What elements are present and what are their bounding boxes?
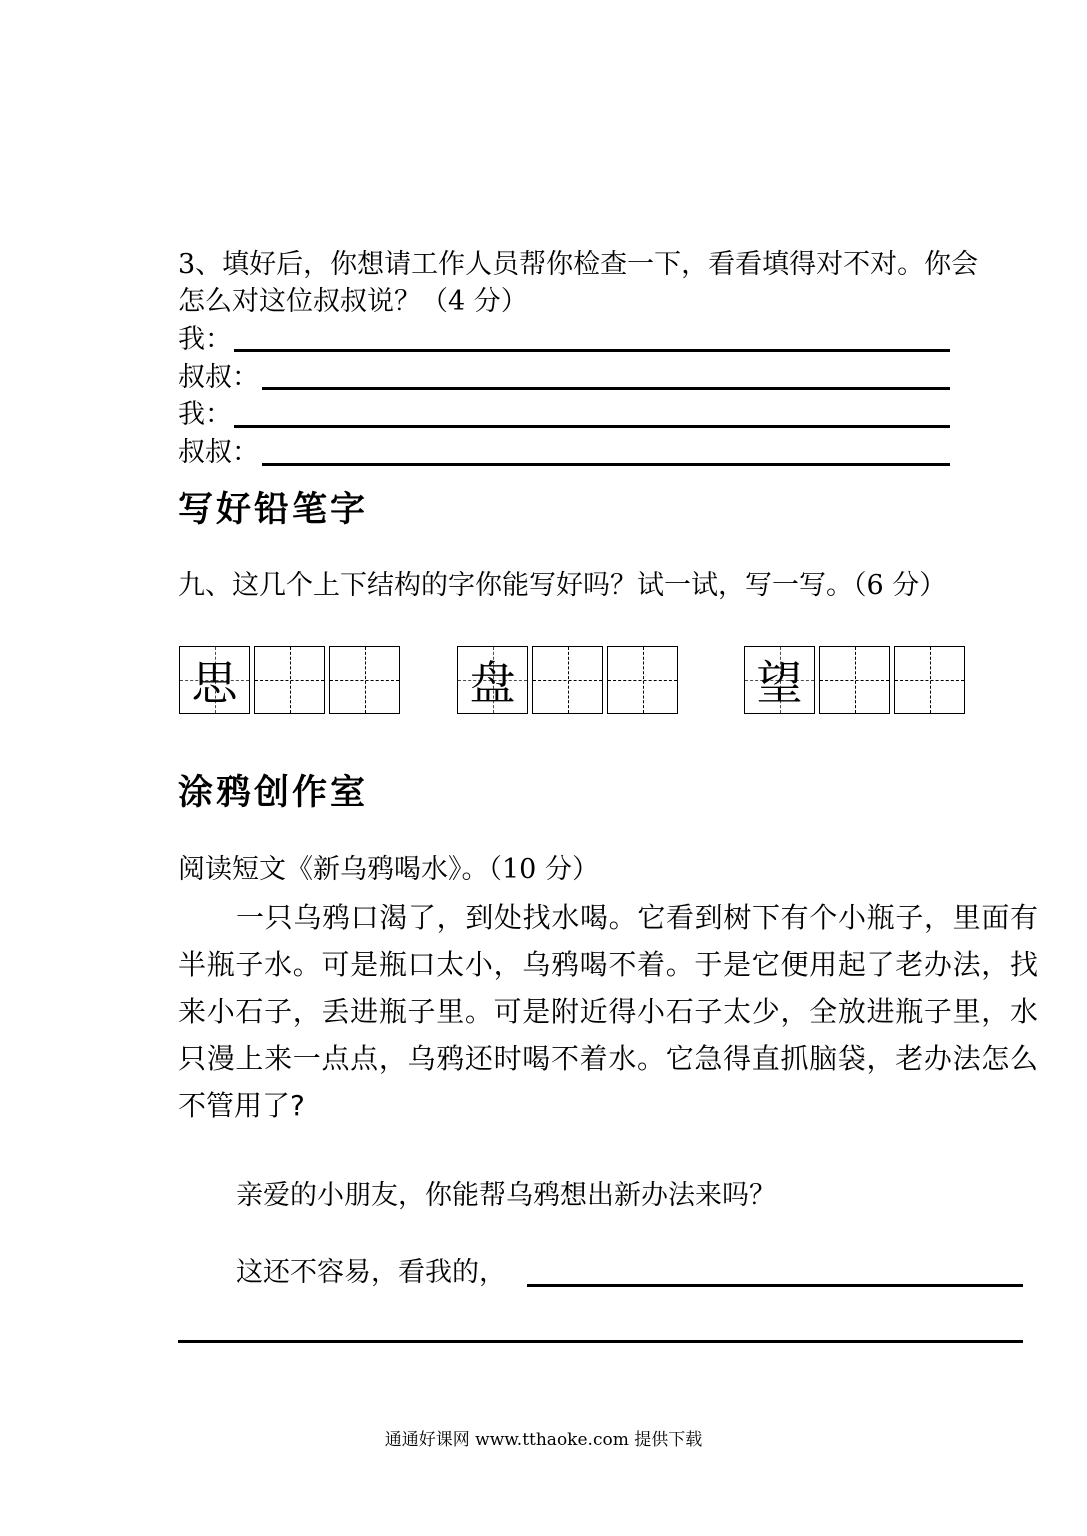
prompt-text: 亲爱的小朋友，你能帮乌鸦想出新办法来吗？ (236, 1180, 776, 1211)
practice-cell[interactable] (254, 646, 325, 714)
answer-line-3[interactable] (234, 425, 950, 428)
practice-cell[interactable] (329, 646, 400, 714)
model-character: 盘 (469, 656, 516, 710)
grid-group-2 (457, 646, 678, 714)
grid-group-1 (179, 646, 400, 714)
practice-cell[interactable] (894, 646, 965, 714)
q3-line2: 怎么对这位叔叔说？（4 分） (178, 286, 528, 317)
section-title-doodle: 涂鸦创作室 (178, 773, 369, 813)
practice-cell[interactable] (532, 646, 603, 714)
dialogue-speaker-3: 我： (178, 399, 232, 430)
grid-group-3 (744, 646, 965, 714)
model-cell (744, 646, 815, 714)
model-cell (457, 646, 528, 714)
dialogue-speaker-1: 我： (178, 324, 232, 355)
answer-line-6[interactable] (178, 1340, 1023, 1343)
model-character: 思 (191, 656, 238, 710)
practice-cell[interactable] (819, 646, 890, 714)
story-text: 一只乌鸦口渴了，到处找水喝。它看到树下有个小瓶子，里面有半瓶子水。可是瓶口太小，乌鸦喝不着。于是它便用起了老办法，找来小石子，丢进瓶子里。可是附近得小石子太少，全放进瓶子里，水只漫上来一点点，乌鸦还时喝不着水。它急得直抓脑袋，老办法怎么不管用了? (178, 901, 1038, 1122)
dialogue-speaker-4: 叔叔： (178, 437, 259, 468)
model-cell (179, 646, 250, 714)
answer-lead: 这还不容易，看我的， (236, 1257, 506, 1288)
answer-line-5[interactable] (527, 1284, 1023, 1287)
answer-line-4[interactable] (262, 463, 950, 466)
dialogue-speaker-2: 叔叔： (178, 362, 259, 393)
model-character: 望 (756, 656, 803, 710)
pencil-question: 九、这几个上下结构的字你能写好吗？试一试，写一写。（6 分） (178, 570, 947, 601)
q3-line1: 3、填好后，你想请工作人员帮你检查一下，看看填得对不对。你会 (178, 249, 979, 280)
answer-line-2[interactable] (262, 387, 950, 390)
answer-line-1[interactable] (234, 349, 950, 352)
practice-cell[interactable] (607, 646, 678, 714)
section-title-pencil: 写好铅笔字 (178, 490, 369, 530)
reading-title: 阅读短文《新乌鸦喝水》。（10 分） (178, 854, 599, 885)
footer-credit: 通通好课网 www.tthaoke.com 提供下载 (384, 1430, 703, 1450)
